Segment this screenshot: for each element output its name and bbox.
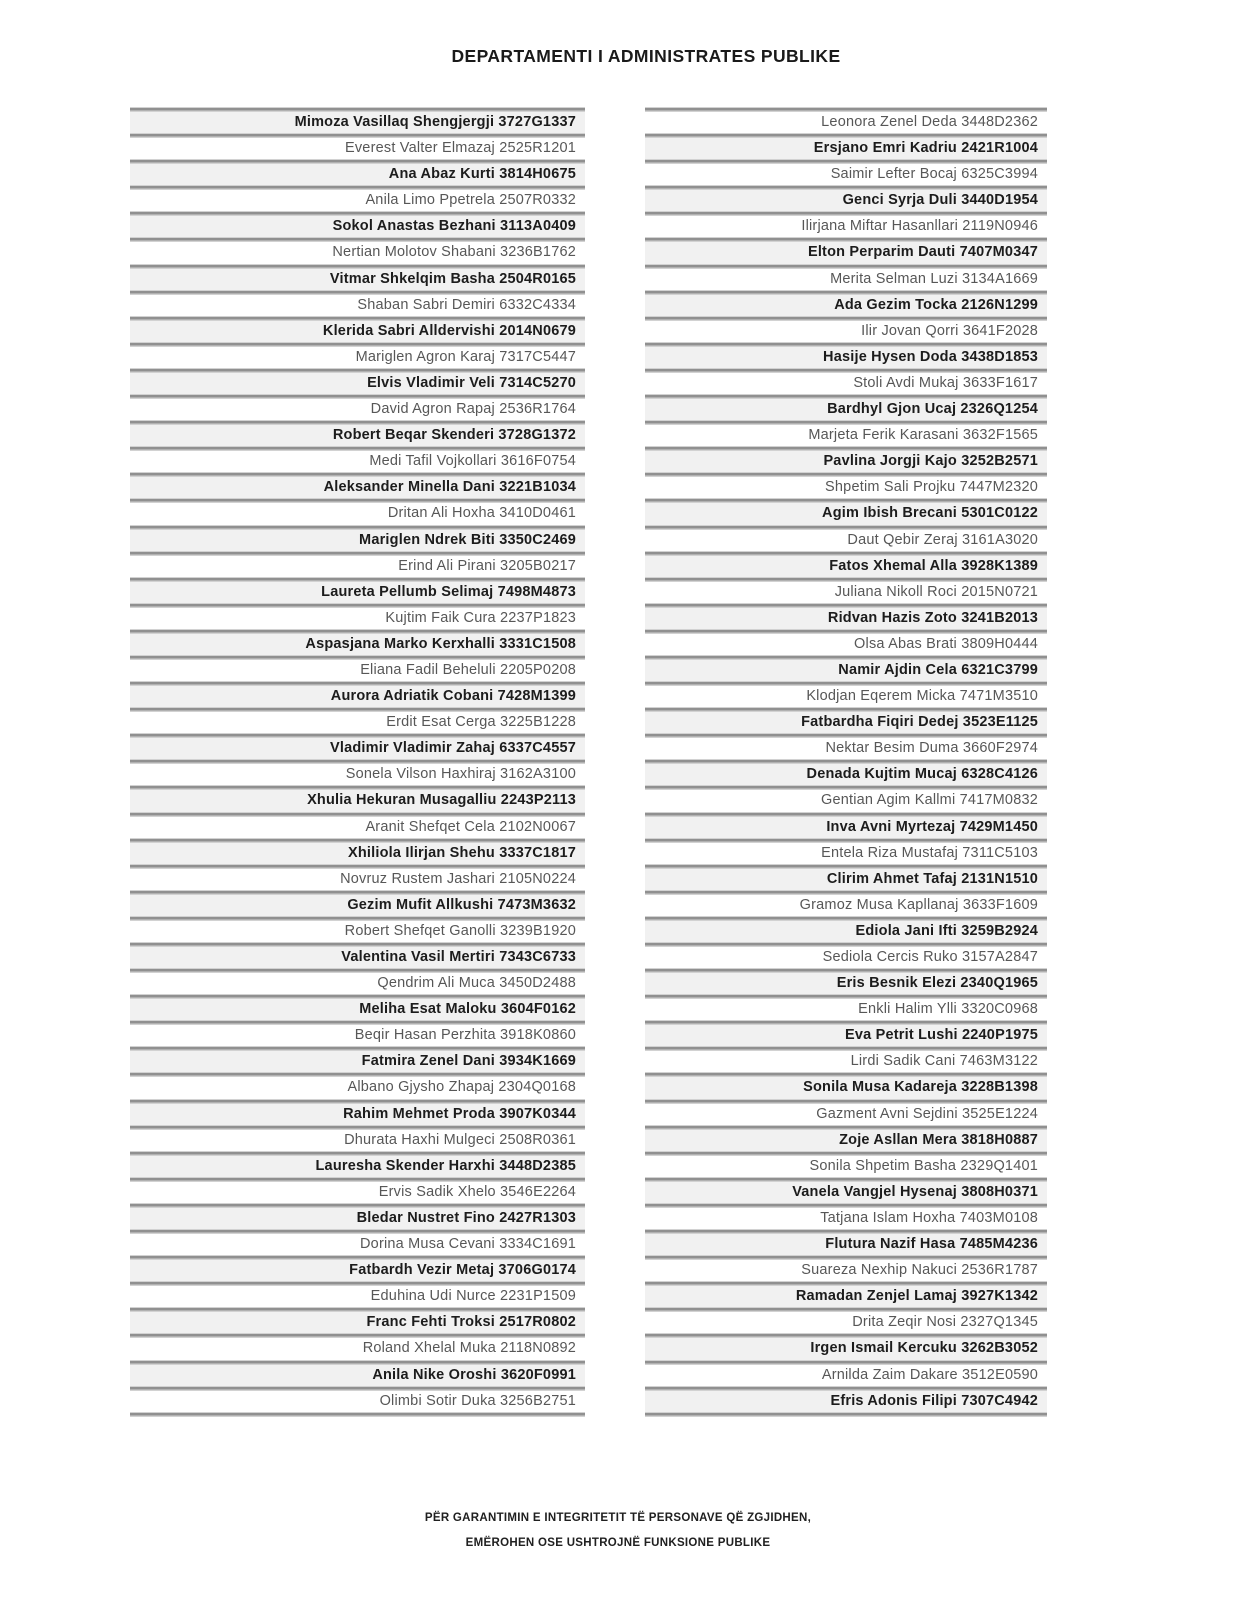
list-item: Novruz Rustem Jashari 2105N0224: [130, 869, 585, 890]
list-item: Ana Abaz Kurti 3814H0675: [130, 164, 585, 185]
list-item: Dorina Musa Cevani 3334C1691: [130, 1234, 585, 1255]
list-item: Anila Limo Ppetrela 2507R0332: [130, 190, 585, 211]
list-item: Irgen Ismail Kercuku 3262B3052: [645, 1338, 1047, 1359]
list-item: Eva Petrit Lushi 2240P1975: [645, 1025, 1047, 1046]
list-item: Eduhina Udi Nurce 2231P1509: [130, 1286, 585, 1307]
list-item: Vitmar Shkelqim Basha 2504R0165: [130, 269, 585, 290]
list-item: Fatos Xhemal Alla 3928K1389: [645, 556, 1047, 577]
list-item: Flutura Nazif Hasa 7485M4236: [645, 1234, 1047, 1255]
list-item: Aleksander Minella Dani 3221B1034: [130, 477, 585, 498]
list-item: Fatmira Zenel Dani 3934K1669: [130, 1051, 585, 1072]
list-item: Sonila Shpetim Basha 2329Q1401: [645, 1156, 1047, 1177]
list-item: Stoli Avdi Mukaj 3633F1617: [645, 373, 1047, 394]
list-item: Ilirjana Miftar Hasanllari 2119N0946: [645, 216, 1047, 237]
list-item: Aranit Shefqet Cela 2102N0067: [130, 817, 585, 838]
list-item: Xhulia Hekuran Musagalliu 2243P2113: [130, 790, 585, 811]
list-item: Xhiliola Ilirjan Shehu 3337C1817: [130, 843, 585, 864]
list-item: Ada Gezim Tocka 2126N1299: [645, 295, 1047, 316]
list-item: Suareza Nexhip Nakuci 2536R1787: [645, 1260, 1047, 1281]
list-item: Robert Shefqet Ganolli 3239B1920: [130, 921, 585, 942]
list-item: Klodjan Eqerem Micka 7471M3510: [645, 686, 1047, 707]
list-item: Daut Qebir Zeraj 3161A3020: [645, 530, 1047, 551]
list-item: Leonora Zenel Deda 3448D2362: [645, 112, 1047, 133]
list-item: Clirim Ahmet Tafaj 2131N1510: [645, 869, 1047, 890]
list-item: Gezim Mufit Allkushi 7473M3632: [130, 895, 585, 916]
list-item: Gazment Avni Sejdini 3525E1224: [645, 1104, 1047, 1125]
list-item: Ridvan Hazis Zoto 3241B2013: [645, 608, 1047, 629]
list-item: Sokol Anastas Bezhani 3113A0409: [130, 216, 585, 237]
list-item: Eris Besnik Elezi 2340Q1965: [645, 973, 1047, 994]
row-separator: [645, 1412, 1047, 1417]
list-item: Tatjana Islam Hoxha 7403M0108: [645, 1208, 1047, 1229]
list-item: Mariglen Agron Karaj 7317C5447: [130, 347, 585, 368]
footer-line-2: EMËROHEN OSE USHTROJNË FUNKSIONE PUBLIKE: [465, 1537, 771, 1549]
list-item: Eliana Fadil Beheluli 2205P0208: [130, 660, 585, 681]
list-item: Anila Nike Oroshi 3620F0991: [130, 1365, 585, 1386]
list-item: Mimoza Vasillaq Shengjergji 3727G1337: [130, 112, 585, 133]
list-item: Beqir Hasan Perzhita 3918K0860: [130, 1025, 585, 1046]
list-item: Saimir Lefter Bocaj 6325C3994: [645, 164, 1047, 185]
list-item: Erdit Esat Cerga 3225B1228: [130, 712, 585, 733]
list-item: Ersjano Emri Kadriu 2421R1004: [645, 138, 1047, 159]
list-item: Sonila Musa Kadareja 3228B1398: [645, 1077, 1047, 1098]
list-item: Robert Beqar Skenderi 3728G1372: [130, 425, 585, 446]
list-item: Vanela Vangjel Hysenaj 3808H0371: [645, 1182, 1047, 1203]
list-item: Gramoz Musa Kapllanaj 3633F1609: [645, 895, 1047, 916]
page-title: DEPARTAMENTI I ADMINISTRATES PUBLIKE: [451, 46, 841, 66]
roster-column-right: [645, 107, 1047, 1417]
list-item: Erind Ali Pirani 3205B0217: [130, 556, 585, 577]
list-item: Fatbardha Fiqiri Dedej 3523E1125: [645, 712, 1047, 733]
list-item: Sediola Cercis Ruko 3157A2847: [645, 947, 1047, 968]
list-item: Meliha Esat Maloku 3604F0162: [130, 999, 585, 1020]
list-item: Vladimir Vladimir Zahaj 6337C4557: [130, 738, 585, 759]
list-item: Nertian Molotov Shabani 3236B1762: [130, 242, 585, 263]
list-item: Namir Ajdin Cela 6321C3799: [645, 660, 1047, 681]
list-item: Fatbardh Vezir Metaj 3706G0174: [130, 1260, 585, 1281]
footer-line-1: PËR GARANTIMIN E INTEGRITETIT TË PERSONAVE QË ZGJIDHEN,: [424, 1512, 812, 1524]
list-item: Elton Perparim Dauti 7407M0347: [645, 242, 1047, 263]
list-item: Ramadan Zenjel Lamaj 3927K1342: [645, 1286, 1047, 1307]
list-item: Inva Avni Myrtezaj 7429M1450: [645, 817, 1047, 838]
list-item: Laureta Pellumb Selimaj 7498M4873: [130, 582, 585, 603]
list-item: Everest Valter Elmazaj 2525R1201: [130, 138, 585, 159]
roster-column-left: [130, 107, 585, 1417]
list-item: Kujtim Faik Cura 2237P1823: [130, 608, 585, 629]
list-item: Aurora Adriatik Cobani 7428M1399: [130, 686, 585, 707]
list-item: Entela Riza Mustafaj 7311C5103: [645, 843, 1047, 864]
list-item: Valentina Vasil Mertiri 7343C6733: [130, 947, 585, 968]
list-item: Mariglen Ndrek Biti 3350C2469: [130, 530, 585, 551]
list-item: Ervis Sadik Xhelo 3546E2264: [130, 1182, 585, 1203]
list-item: Denada Kujtim Mucaj 6328C4126: [645, 764, 1047, 785]
list-item: Shpetim Sali Projku 7447M2320: [645, 477, 1047, 498]
list-item: Sonela Vilson Haxhiraj 3162A3100: [130, 764, 585, 785]
list-item: Shaban Sabri Demiri 6332C4334: [130, 295, 585, 316]
list-item: Pavlina Jorgji Kajo 3252B2571: [645, 451, 1047, 472]
row-separator: [130, 1412, 585, 1417]
list-item: Lauresha Skender Harxhi 3448D2385: [130, 1156, 585, 1177]
list-item: Franc Fehti Troksi 2517R0802: [130, 1312, 585, 1333]
list-item: Elvis Vladimir Veli 7314C5270: [130, 373, 585, 394]
list-item: Klerida Sabri Alldervishi 2014N0679: [130, 321, 585, 342]
list-item: Olsa Abas Brati 3809H0444: [645, 634, 1047, 655]
list-item: Olimbi Sotir Duka 3256B2751: [130, 1391, 585, 1412]
list-item: Bledar Nustret Fino 2427R1303: [130, 1208, 585, 1229]
list-item: Zoje Asllan Mera 3818H0887: [645, 1130, 1047, 1151]
list-item: Aspasjana Marko Kerxhalli 3331C1508: [130, 634, 585, 655]
list-item: David Agron Rapaj 2536R1764: [130, 399, 585, 420]
list-item: Gentian Agim Kallmi 7417M0832: [645, 790, 1047, 811]
list-item: Lirdi Sadik Cani 7463M3122: [645, 1051, 1047, 1072]
list-item: Ediola Jani Ifti 3259B2924: [645, 921, 1047, 942]
list-item: Genci Syrja Duli 3440D1954: [645, 190, 1047, 211]
list-item: Marjeta Ferik Karasani 3632F1565: [645, 425, 1047, 446]
list-item: Dritan Ali Hoxha 3410D0461: [130, 503, 585, 524]
list-item: Medi Tafil Vojkollari 3616F0754: [130, 451, 585, 472]
list-item: Merita Selman Luzi 3134A1669: [645, 269, 1047, 290]
list-item: Arnilda Zaim Dakare 3512E0590: [645, 1365, 1047, 1386]
list-item: Albano Gjysho Zhapaj 2304Q0168: [130, 1077, 585, 1098]
page-footer: [0, 1506, 1236, 1556]
list-item: Hasije Hysen Doda 3438D1853: [645, 347, 1047, 368]
list-item: Drita Zeqir Nosi 2327Q1345: [645, 1312, 1047, 1333]
list-item: Juliana Nikoll Roci 2015N0721: [645, 582, 1047, 603]
list-item: Rahim Mehmet Proda 3907K0344: [130, 1104, 585, 1125]
list-item: Roland Xhelal Muka 2118N0892: [130, 1338, 585, 1359]
list-item: Ilir Jovan Qorri 3641F2028: [645, 321, 1047, 342]
list-item: Agim Ibish Brecani 5301C0122: [645, 503, 1047, 524]
list-item: Nektar Besim Duma 3660F2974: [645, 738, 1047, 759]
list-item: Dhurata Haxhi Mulgeci 2508R0361: [130, 1130, 585, 1151]
list-item: Qendrim Ali Muca 3450D2488: [130, 973, 585, 994]
list-item: Bardhyl Gjon Ucaj 2326Q1254: [645, 399, 1047, 420]
list-item: Efris Adonis Filipi 7307C4942: [645, 1391, 1047, 1412]
list-item: Enkli Halim Ylli 3320C0968: [645, 999, 1047, 1020]
